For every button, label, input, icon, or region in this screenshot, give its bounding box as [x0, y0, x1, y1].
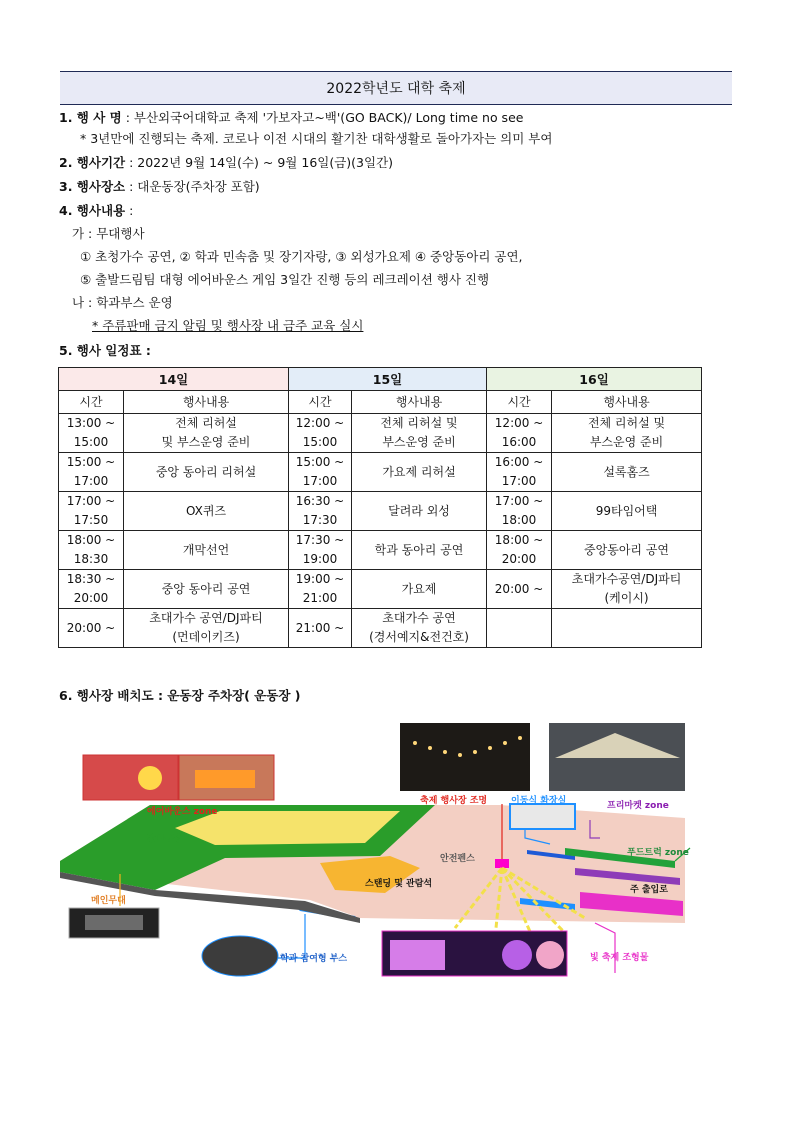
- schedule-time-cell: 21:00 ~: [289, 609, 352, 648]
- schedule-content-cell: 99타임어택: [552, 492, 702, 531]
- event-name-line: [59, 110, 523, 126]
- dept-booth-label: 학과 참여형 부스: [280, 954, 348, 964]
- content-value: :: [125, 203, 134, 218]
- schedule-time-cell: 18:00 ~ 18:30: [59, 531, 124, 570]
- toilet-photo: [510, 804, 575, 829]
- schedule-content-cell: [552, 609, 702, 648]
- schedule-time-cell: [487, 609, 552, 648]
- schedule-content-cell: 달려라 외성: [352, 492, 487, 531]
- time-header: 시간: [487, 391, 552, 414]
- schedule-time-cell: 18:00 ~ 20:00: [487, 531, 552, 570]
- page-title: [60, 71, 732, 105]
- schedule-content-cell: 가요제 리허설: [352, 453, 487, 492]
- lighting-photo: [400, 723, 530, 791]
- period-line: [59, 155, 393, 171]
- content-header: 행사내용: [352, 391, 487, 414]
- foodtruck-label: 푸드트럭 zone: [627, 848, 689, 858]
- schedule-row: [59, 531, 702, 570]
- schedule-content-cell: 중앙 동아리 공연: [124, 570, 289, 609]
- schedule-body: [59, 414, 702, 648]
- layout-heading: [59, 688, 300, 704]
- schedule-content-cell: 초대가수 공연/DJ파티 (먼데이키즈): [124, 609, 289, 648]
- grass-label: 잔디구장: [147, 834, 182, 844]
- event-name-label: 1. 행 사 명: [59, 110, 122, 125]
- booth-photo: [202, 936, 278, 976]
- schedule-time-cell: 17:30 ~ 19:00: [289, 531, 352, 570]
- airbounce-zone-label: 에어바운스 zone: [147, 807, 218, 817]
- flea-market-label: 프리마켓 zone: [607, 801, 669, 811]
- sculpture-shape: [502, 940, 532, 970]
- schedule-content-cell: 설록홈즈: [552, 453, 702, 492]
- schedule-content-cell: 중앙동아리 공연: [552, 531, 702, 570]
- event-name-note-text: * 3년만에 진행되는 축제. 코로나 이전 시대의 활기찬 대학생활로 돌아가자는 의미 부여: [80, 131, 553, 146]
- schedule-row: [59, 414, 702, 453]
- airbounce-photo: [83, 755, 178, 800]
- schedule-time-cell: 15:00 ~ 17:00: [289, 453, 352, 492]
- lighting-spot: [495, 859, 509, 868]
- schedule-content-cell: 초대가수공연/DJ파티 (케이시): [552, 570, 702, 609]
- main-stage-label: 메인무대: [91, 896, 126, 906]
- schedule-time-cell: 15:00 ~ 17:00: [59, 453, 124, 492]
- content-line: [59, 203, 133, 219]
- place-value: : 대운동장(주차장 포함): [125, 179, 260, 194]
- schedule-time-cell: 12:00 ~ 16:00: [487, 414, 552, 453]
- day-header-15: 15일: [289, 368, 487, 391]
- venue-layout-map: [55, 718, 745, 980]
- schedule-row: [59, 453, 702, 492]
- period-label: 2. 행사기간: [59, 155, 126, 170]
- light-sculpture-label: 빛 축제 조형물: [590, 953, 649, 963]
- page-title-text: 2022학년도 대학 축제: [326, 81, 466, 97]
- schedule-content-cell: 전체 리허설 및 부스운영 준비: [352, 414, 487, 453]
- content-label: 4. 행사내용: [59, 203, 126, 218]
- time-header: 시간: [59, 391, 124, 414]
- schedule-row: [59, 570, 702, 609]
- schedule-row: [59, 609, 702, 648]
- content-a1: [80, 249, 523, 265]
- content-a2: [80, 272, 489, 288]
- content-b-text: 나 : 학과부스 운영: [72, 295, 173, 310]
- sculpture-shape: [536, 941, 564, 969]
- content-b-note-text: * 주류판매 금지 알림 및 행사장 내 금주 교육 실시: [92, 318, 364, 333]
- content-b-note: [92, 318, 363, 334]
- period-value: : 2022년 9월 14일(수) ~ 9월 16일(금)(3일간): [125, 155, 394, 170]
- place-line: [59, 179, 260, 195]
- schedule-content-cell: 개막선언: [124, 531, 289, 570]
- schedule-content-cell: 전체 리허설 및 부스운영 준비: [124, 414, 289, 453]
- photo-shape: [195, 770, 255, 788]
- schedule-time-cell: 16:00 ~ 17:00: [487, 453, 552, 492]
- event-name-value: : 부산외국어대학교 축제 '가보자고~백'(GO BACK)/ Long time no see: [121, 110, 524, 125]
- schedule-time-cell: 16:30 ~ 17:30: [289, 492, 352, 531]
- place-label: 3. 행사장소: [59, 179, 126, 194]
- entrance-label: 주 출입로: [630, 885, 668, 895]
- schedule-content-cell: 전체 리허설 및 부스운영 준비: [552, 414, 702, 453]
- schedule-day-row: [59, 368, 702, 391]
- photo-shape: [138, 766, 162, 790]
- fence-label: 안전펜스: [440, 854, 475, 864]
- layout-heading-text: 6. 행사장 배치도 : 운동장 주차장( 운동장 ): [59, 688, 301, 703]
- schedule-content-cell: 학과 동아리 공연: [352, 531, 487, 570]
- schedule-content-cell: 초대가수 공연 (경서예지&전건호): [352, 609, 487, 648]
- time-header: 시간: [289, 391, 352, 414]
- schedule-time-cell: 20:00 ~: [59, 609, 124, 648]
- schedule-content-cell: 중앙 동아리 리허설: [124, 453, 289, 492]
- schedule-time-cell: 17:00 ~ 18:00: [487, 492, 552, 531]
- content-a2-text: ⑤ 출발드림팀 대형 에어바운스 게임 3일간 진행 등의 레크레이션 행사 진행: [80, 272, 490, 287]
- schedule-heading-text: 5. 행사 일정표 :: [59, 343, 151, 358]
- main-stage-screen: [85, 915, 143, 930]
- content-b: [72, 295, 173, 311]
- content-a-text: 가 : 무대행사: [72, 226, 145, 241]
- schedule-time-cell: 17:00 ~ 17:50: [59, 492, 124, 531]
- schedule-content-cell: 가요제: [352, 570, 487, 609]
- content-a: [72, 226, 145, 242]
- schedule-time-cell: 18:30 ~ 20:00: [59, 570, 124, 609]
- schedule-time-cell: 19:00 ~ 21:00: [289, 570, 352, 609]
- standing-label: 스탠딩 및 관람석: [365, 879, 433, 889]
- event-name-note: [80, 131, 552, 147]
- schedule-table: [58, 367, 702, 648]
- toilet-label: 이동식 화장실: [511, 796, 567, 806]
- content-header: 행사내용: [552, 391, 702, 414]
- schedule-time-cell: 12:00 ~ 15:00: [289, 414, 352, 453]
- sculpture-shape: [390, 940, 445, 970]
- schedule-time-cell: 13:00 ~ 15:00: [59, 414, 124, 453]
- day-header-16: 16일: [487, 368, 702, 391]
- schedule-time-cell: 20:00 ~: [487, 570, 552, 609]
- schedule-column-row: [59, 391, 702, 414]
- day-header-14: 14일: [59, 368, 289, 391]
- content-a1-text: ① 초청가수 공연, ② 학과 민속춤 및 장기자랑, ③ 외성가요제 ④ 중앙동아리 공연,: [80, 249, 523, 264]
- schedule-heading: [59, 343, 151, 359]
- lighting-label: 축제 행사장 조명: [420, 796, 488, 806]
- schedule-content-cell: OX퀴즈: [124, 492, 289, 531]
- content-header: 행사내용: [124, 391, 289, 414]
- schedule-row: [59, 492, 702, 531]
